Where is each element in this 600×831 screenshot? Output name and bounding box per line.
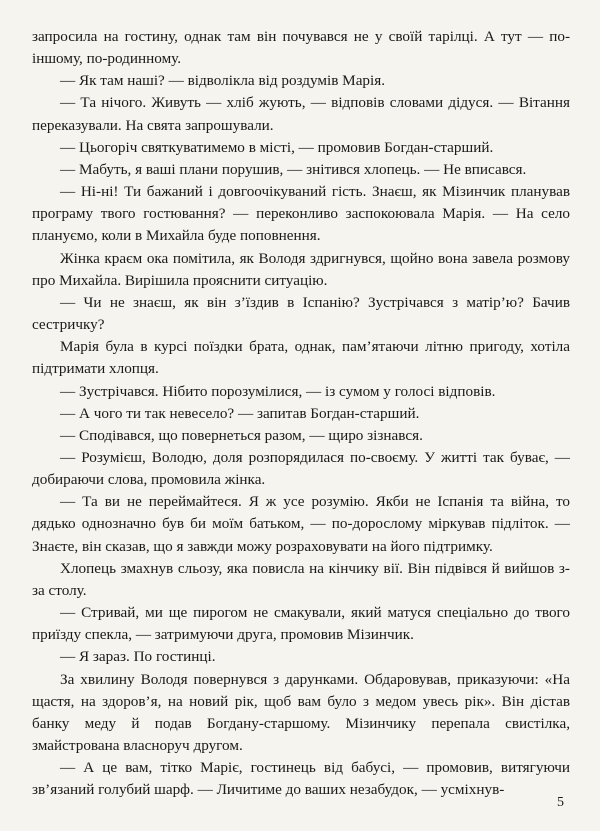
paragraph: — Цьогоріч святкуватимемо в місті, — промовив Богдан-старший. <box>60 138 494 156</box>
paragraph: — А чого ти так невесело? — запитав Богдан-старший. <box>60 404 420 422</box>
page-number: 5 <box>557 795 564 810</box>
paragraph: За хвилину Володя повернувся з дарунками. Обдаровував, приказуючи: «На щастя, на здоров’я, на новий рік, щоб вам було з медом увесь рік». Він дістав банку меду й подав Богдану-старшому. Мізинчику перепала свистілка, змайстрована власноруч другом. <box>32 670 570 754</box>
paragraph: — Та нічого. Живуть — хліб жують, — відповів словами дідуся. — Вітання переказували. На свята запрошували. <box>32 94 570 134</box>
paragraph: Марія була в курсі поїздки брата, однак, пам’ятаючи літню пригоду, хотіла підтримати хлопця. <box>32 338 570 378</box>
paragraph: — Як там наші? — відволікла від роздумів Марія. <box>60 72 386 90</box>
paragraph: — Та ви не переймайтеся. Я ж усе розумію. Якби не Іспанія та війна, то дядько однозначно був би моїм батьком, — по-дорослому міркував підліток. — Знаєте, він сказав, що я завжди можу розраховувати на його підтримку. <box>32 493 570 555</box>
paragraph: — Чи не знаєш, як він з’їздив в Іспанію? Зустрічався з матір’ю? Бачив сестричку? <box>32 293 570 334</box>
paragraph: — Сподівався, що повернеться разом, — щиро зізнався. <box>60 426 423 444</box>
paragraph: — Я зараз. По гостинці. <box>60 648 216 666</box>
paragraph: Хлопець змахнув сльозу, яка повисла на кінчику вії. Він підвівся й вийшов з-за столу. <box>32 559 570 599</box>
paragraph: — Стривай, ми ще пирогом не смакували, який матуся спеціально до твого приїзду спекла, — затримуючи друга, промовив Мізинчик. <box>32 604 570 644</box>
paragraph: запросила на гостину, однак там він почувався не у своїй тарілці. А тут — по-іншому, по-родинному. <box>32 28 570 68</box>
page-body <box>32 26 570 801</box>
paragraph: — Розумієш, Володю, доля розпорядилася по-своєму. У житті так буває, — добираючи слова, промовила жінка. <box>32 448 570 489</box>
paragraph: — Зустрічався. Нібито порозумілися, — із сумом у голосі відповів. <box>60 382 496 400</box>
paragraph: — Мабуть, я ваші плани порушив, — знітився хлопець. — Не вписався. <box>60 160 527 178</box>
paragraph: — Ні-ні! Ти бажаний і довгоочікуваний гість. Знаєш, як Мізинчик планував програму твого гостювання? — переконливо заспокоювала Марія. — На село плануємо, коли в Михайла буде поповнення. <box>32 183 570 245</box>
paragraph: — А це вам, тітко Маріє, гостинець від бабусі, — промовив, витягуючи зв’язаний голубий шарф. — Личитиме до ваших незабудок, — усміхнув- <box>32 759 570 799</box>
paragraph: Жінка краєм ока помітила, як Володя здригнувся, щойно вона завела розмову про Михайла. Вирішила прояснити ситуацію. <box>32 249 570 289</box>
